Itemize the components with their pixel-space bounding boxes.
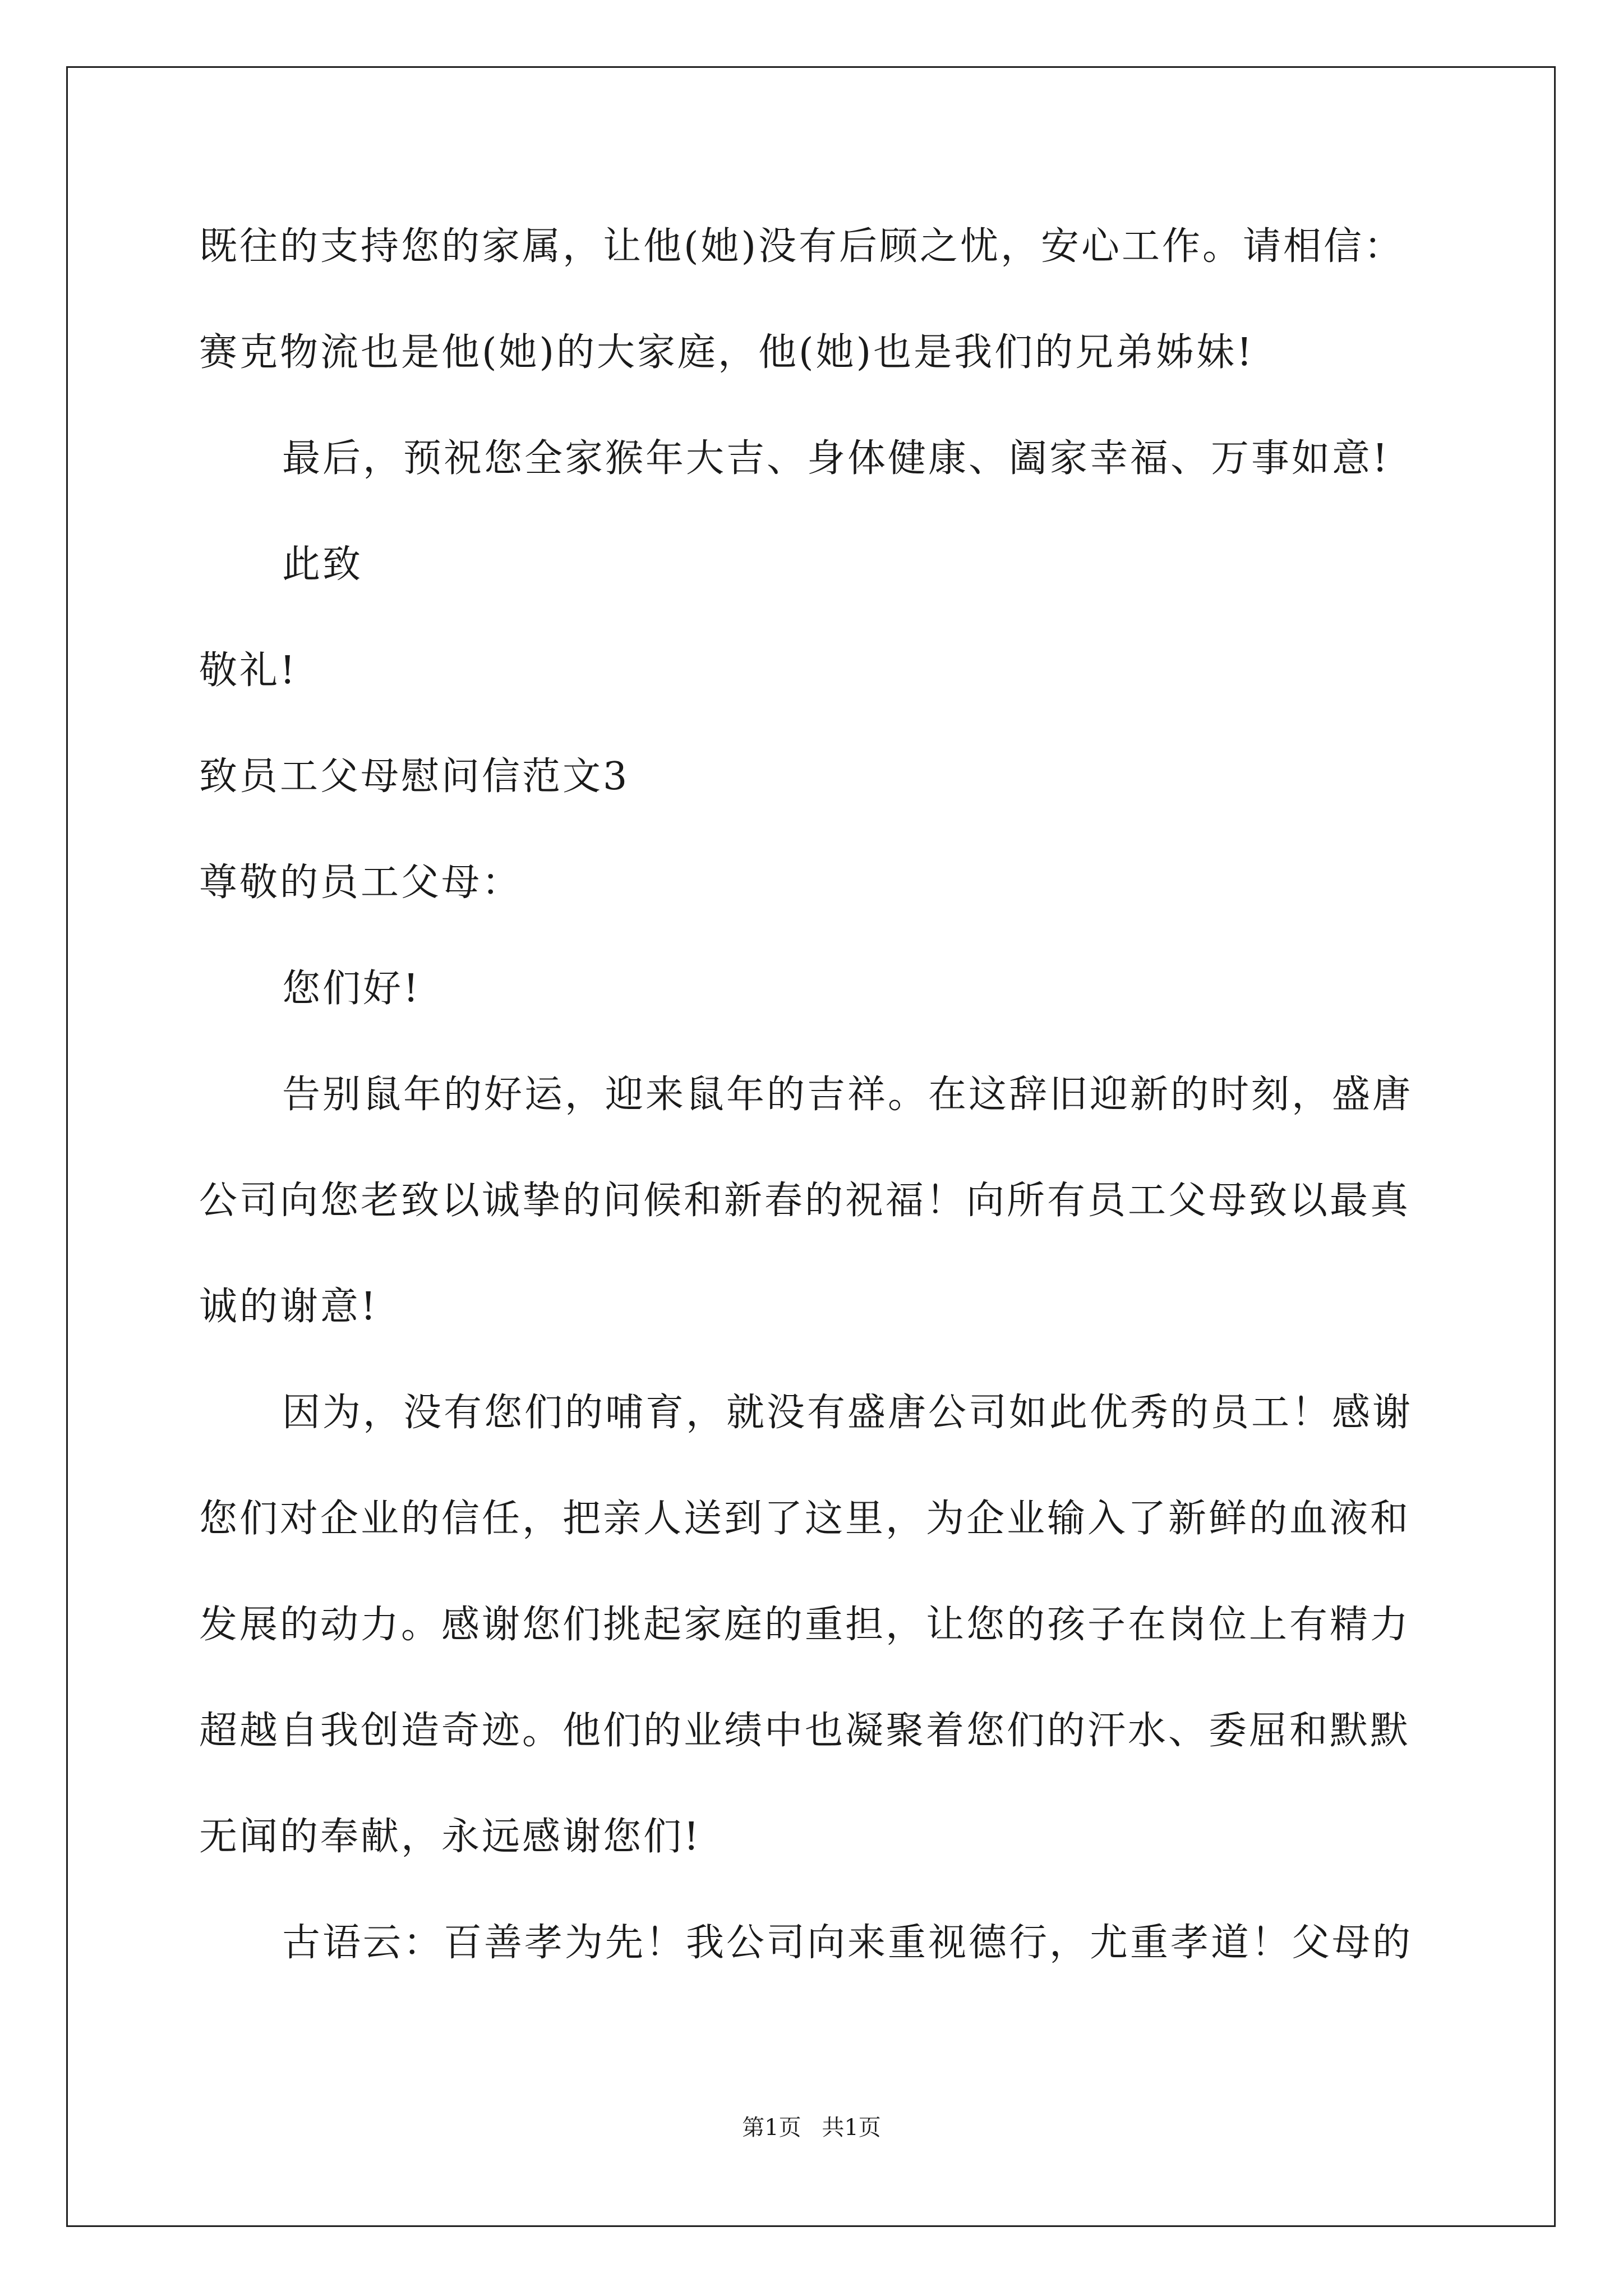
- text-line-15: 超越自我创造奇迹。他们的业绩中也凝聚着您们的汗水、委屈和默默: [199, 1709, 1411, 1753]
- closing-regards: 敬礼!: [199, 648, 298, 693]
- text-line-13: 您们对企业的信任，把亲人送到了这里，为企业输入了新鲜的血液和: [199, 1497, 1411, 1541]
- text-line-11: 诚的谢意!: [199, 1285, 379, 1329]
- page-number: 第1页: [742, 2115, 801, 2141]
- text-line-17: 古语云：百善孝为先！我公司向来重视德行，尤重孝道！父母的: [282, 1921, 1413, 1965]
- section-heading: 致员工父母慰问信范文3: [199, 754, 630, 799]
- page-border: [66, 66, 1556, 2227]
- text-line-2: 赛克物流也是他(她)的大家庭，他(她)也是我们的兄弟姊妹!: [199, 330, 1255, 375]
- text-line-14: 发展的动力。感谢您们挑起家庭的重担，让您的孩子在岗位上有精力: [199, 1603, 1411, 1647]
- text-line-10: 公司向您老致以诚挚的问候和新春的祝福！向所有员工父母致以最真: [199, 1179, 1411, 1223]
- text-line-16: 无闻的奉献，永远感谢您们!: [199, 1815, 702, 1859]
- text-line-3: 最后，预祝您全家猴年大吉、身体健康、阖家幸福、万事如意!: [282, 436, 1390, 481]
- text-line-1: 既往的支持您的家属，让他(她)没有后顾之忧，安心工作。请相信：: [199, 224, 1405, 269]
- closing-salutation: 此致: [282, 542, 363, 587]
- letter-salutation: 尊敬的员工父母：: [199, 861, 523, 905]
- page-total: 共1页: [822, 2115, 881, 2141]
- text-line-9: 告别鼠年的好运，迎来鼠年的吉祥。在这辞旧迎新的时刻，盛唐: [282, 1073, 1413, 1117]
- greeting-line: 您们好!: [282, 967, 421, 1011]
- page-footer: [0, 2114, 1623, 2142]
- text-line-12: 因为，没有您们的哺育，就没有盛唐公司如此优秀的员工！感谢: [282, 1391, 1413, 1435]
